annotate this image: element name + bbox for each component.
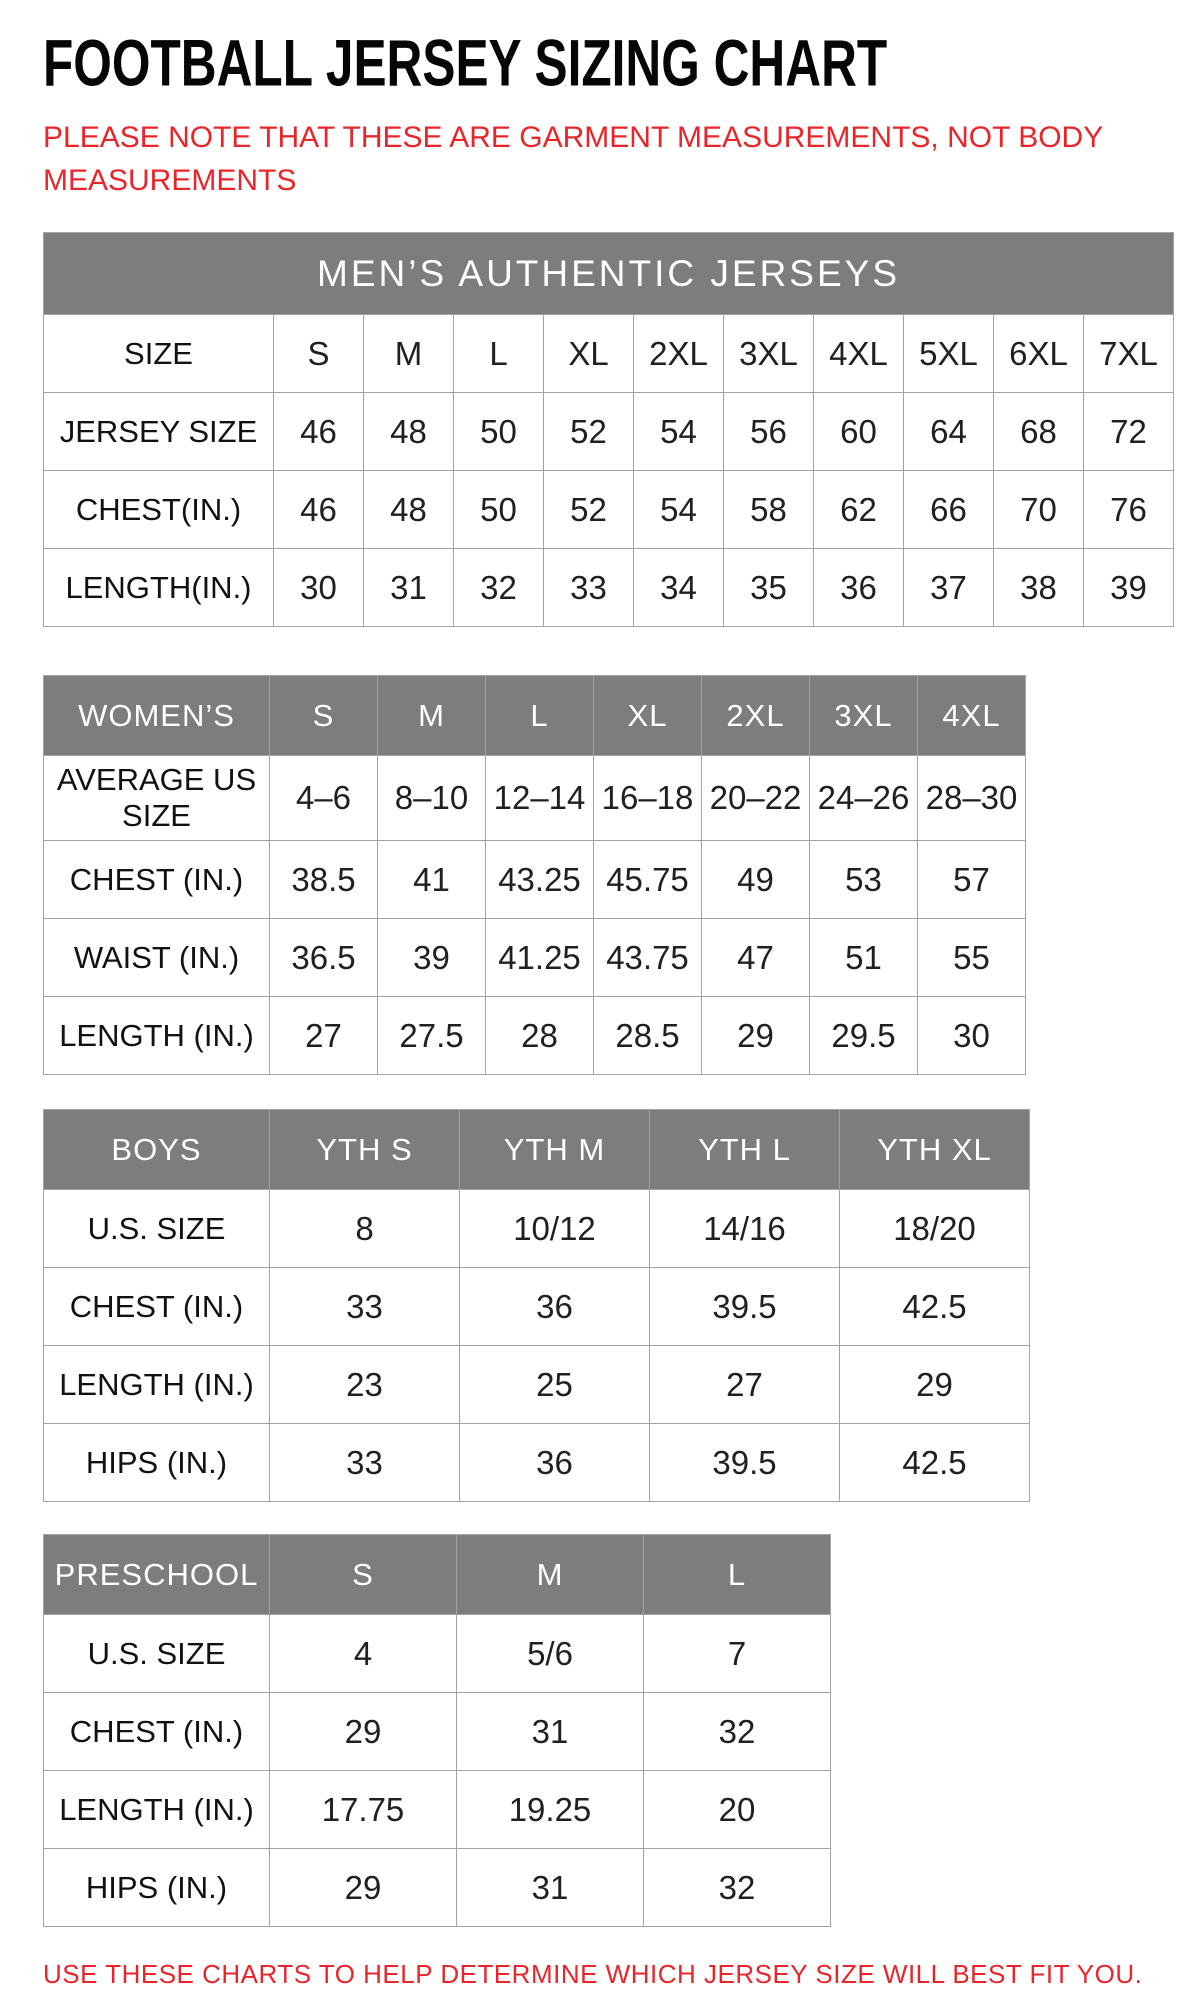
womens-value-cell: 24–26 [810,756,918,841]
boys-row-label: U.S. SIZE [44,1190,270,1268]
mens-value-cell: 52 [544,393,634,471]
womens-value-cell: 20–22 [702,756,810,841]
boys-value-cell: 42.5 [840,1268,1030,1346]
boys-value-cell: 36 [460,1424,650,1502]
mens-value-cell: 76 [1084,471,1174,549]
womens-row-label: WAIST (IN.) [44,919,270,997]
boys-value-cell: 29 [840,1346,1030,1424]
boys-row-label: LENGTH (IN.) [44,1346,270,1424]
mens-banner: MEN’S AUTHENTIC JERSEYS [44,233,1174,315]
preschool-row-label: CHEST (IN.) [44,1693,270,1771]
preschool-value-cell: 29 [270,1693,457,1771]
mens-data-row [44,315,1174,393]
boys-row-label: HIPS (IN.) [44,1424,270,1502]
boys-value-cell: 25 [460,1346,650,1424]
preschool-value-cell: 29 [270,1849,457,1927]
womens-value-cell: 29 [702,997,810,1075]
womens-value-cell: 27.5 [378,997,486,1075]
boys-value-cell: 33 [270,1424,460,1502]
mens-value-cell: 3XL [724,315,814,393]
preschool-value-cell: 31 [457,1693,644,1771]
preschool-header-cell: S [270,1535,457,1615]
preschool-value-cell: 19.25 [457,1771,644,1849]
womens-value-cell: 8–10 [378,756,486,841]
womens-value-cell: 51 [810,919,918,997]
boys-row-label: CHEST (IN.) [44,1268,270,1346]
mens-value-cell: S [274,315,364,393]
preschool-value-cell: 32 [644,1693,831,1771]
boys-table-container [43,1109,1157,1502]
preschool-value-cell: 17.75 [270,1771,457,1849]
mens-value-cell: 50 [454,471,544,549]
boys-data-row [44,1346,1030,1424]
mens-value-cell: L [454,315,544,393]
boys-value-cell: 33 [270,1268,460,1346]
womens-value-cell: 45.75 [594,841,702,919]
womens-value-cell: 57 [918,841,1026,919]
preschool-table-container [43,1534,1157,1927]
womens-value-cell: 27 [270,997,378,1075]
boys-value-cell: 8 [270,1190,460,1268]
mens-value-cell: 60 [814,393,904,471]
womens-value-cell: 41 [378,841,486,919]
boys-size-table [43,1109,1030,1502]
preschool-header-cell: M [457,1535,644,1615]
boys-value-cell: 14/16 [650,1190,840,1268]
mens-value-cell: 37 [904,549,994,627]
mens-value-cell: 31 [364,549,454,627]
mens-value-cell: 39 [1084,549,1174,627]
mens-value-cell: 54 [634,393,724,471]
mens-value-cell: 6XL [994,315,1084,393]
womens-data-row [44,919,1026,997]
preschool-value-cell: 4 [270,1615,457,1693]
mens-value-cell: 35 [724,549,814,627]
womens-value-cell: 28.5 [594,997,702,1075]
mens-value-cell: 34 [634,549,724,627]
womens-value-cell: 38.5 [270,841,378,919]
mens-row-label: LENGTH(IN.) [44,549,274,627]
mens-value-cell: M [364,315,454,393]
boys-data-row [44,1424,1030,1502]
womens-row-label: AVERAGE US SIZE [44,756,270,841]
womens-value-cell: 4–6 [270,756,378,841]
boys-header-cell: YTH L [650,1110,840,1190]
mens-value-cell: 62 [814,471,904,549]
womens-header-cell: L [486,676,594,756]
womens-value-cell: 36.5 [270,919,378,997]
womens-data-row [44,841,1026,919]
boys-header-cell: YTH XL [840,1110,1030,1190]
boys-header-cell: YTH M [460,1110,650,1190]
mens-value-cell: 33 [544,549,634,627]
womens-value-cell: 43.25 [486,841,594,919]
womens-header-cell: XL [594,676,702,756]
mens-data-row [44,393,1174,471]
mens-value-cell: XL [544,315,634,393]
mens-value-cell: 50 [454,393,544,471]
womens-header-cell: WOMEN’S [44,676,270,756]
preschool-header-cell: L [644,1535,831,1615]
womens-value-cell: 28 [486,997,594,1075]
womens-value-cell: 28–30 [918,756,1026,841]
boys-value-cell: 27 [650,1346,840,1424]
boys-value-cell: 39.5 [650,1424,840,1502]
mens-value-cell: 54 [634,471,724,549]
mens-value-cell: 70 [994,471,1084,549]
mens-value-cell: 7XL [1084,315,1174,393]
preschool-header-cell: PRESCHOOL [44,1535,270,1615]
mens-value-cell: 46 [274,471,364,549]
mens-value-cell: 66 [904,471,994,549]
preschool-data-row [44,1771,831,1849]
mens-value-cell: 52 [544,471,634,549]
womens-size-table [43,675,1026,1075]
boys-value-cell: 39.5 [650,1268,840,1346]
womens-header-cell: S [270,676,378,756]
boys-data-row [44,1268,1030,1346]
mens-value-cell: 30 [274,549,364,627]
womens-value-cell: 55 [918,919,1026,997]
mens-value-cell: 38 [994,549,1084,627]
womens-value-cell: 30 [918,997,1026,1075]
mens-value-cell: 56 [724,393,814,471]
womens-value-cell: 39 [378,919,486,997]
preschool-row-label: HIPS (IN.) [44,1849,270,1927]
womens-row-label: LENGTH (IN.) [44,997,270,1075]
mens-value-cell: 48 [364,471,454,549]
mens-banner-row [44,233,1174,315]
preschool-size-table [43,1534,831,1927]
boys-header-cell: BOYS [44,1110,270,1190]
womens-value-cell: 29.5 [810,997,918,1075]
womens-value-cell: 49 [702,841,810,919]
womens-value-cell: 53 [810,841,918,919]
preschool-value-cell: 32 [644,1849,831,1927]
mens-data-row [44,549,1174,627]
boys-data-row [44,1190,1030,1268]
preschool-data-row [44,1693,831,1771]
preschool-value-cell: 7 [644,1615,831,1693]
preschool-value-cell: 20 [644,1771,831,1849]
womens-data-row [44,997,1026,1075]
mens-data-row [44,471,1174,549]
mens-value-cell: 36 [814,549,904,627]
boys-value-cell: 18/20 [840,1190,1030,1268]
page-title: FOOTBALL JERSEY SIZING CHART [43,27,888,101]
mens-value-cell: 58 [724,471,814,549]
womens-header-cell: M [378,676,486,756]
mens-value-cell: 32 [454,549,544,627]
womens-value-cell: 43.75 [594,919,702,997]
mens-row-label: JERSEY SIZE [44,393,274,471]
mens-row-label: SIZE [44,315,274,393]
footer-note: USE THESE CHARTS TO HELP DETERMINE WHICH JERSEY SIZE WILL BEST FIT YOU. [43,1959,1143,1990]
garment-measurements-note: PLEASE NOTE THAT THESE ARE GARMENT MEASUREMENTS, NOT BODY MEASUREMENTS [43,121,1103,197]
mens-value-cell: 48 [364,393,454,471]
womens-data-row [44,756,1026,841]
womens-row-label: CHEST (IN.) [44,841,270,919]
mens-value-cell: 46 [274,393,364,471]
mens-value-cell: 68 [994,393,1084,471]
womens-header-cell: 2XL [702,676,810,756]
boys-header-row [44,1110,1030,1190]
mens-value-cell: 4XL [814,315,904,393]
preschool-value-cell: 5/6 [457,1615,644,1693]
preschool-row-label: U.S. SIZE [44,1615,270,1693]
mens-row-label: CHEST(IN.) [44,471,274,549]
preschool-data-row [44,1849,831,1927]
womens-value-cell: 41.25 [486,919,594,997]
womens-value-cell: 12–14 [486,756,594,841]
mens-value-cell: 64 [904,393,994,471]
boys-value-cell: 42.5 [840,1424,1030,1502]
boys-value-cell: 10/12 [460,1190,650,1268]
boys-header-cell: YTH S [270,1110,460,1190]
mens-size-table [43,232,1174,627]
womens-header-cell: 4XL [918,676,1026,756]
womens-header-row [44,676,1026,756]
boys-value-cell: 23 [270,1346,460,1424]
boys-value-cell: 36 [460,1268,650,1346]
preschool-data-row [44,1615,831,1693]
womens-header-cell: 3XL [810,676,918,756]
mens-table-container [43,232,1157,627]
mens-value-cell: 5XL [904,315,994,393]
womens-table-container [43,675,1157,1075]
womens-value-cell: 16–18 [594,756,702,841]
womens-value-cell: 47 [702,919,810,997]
preschool-header-row [44,1535,831,1615]
mens-value-cell: 72 [1084,393,1174,471]
mens-value-cell: 2XL [634,315,724,393]
preschool-value-cell: 31 [457,1849,644,1927]
preschool-row-label: LENGTH (IN.) [44,1771,270,1849]
